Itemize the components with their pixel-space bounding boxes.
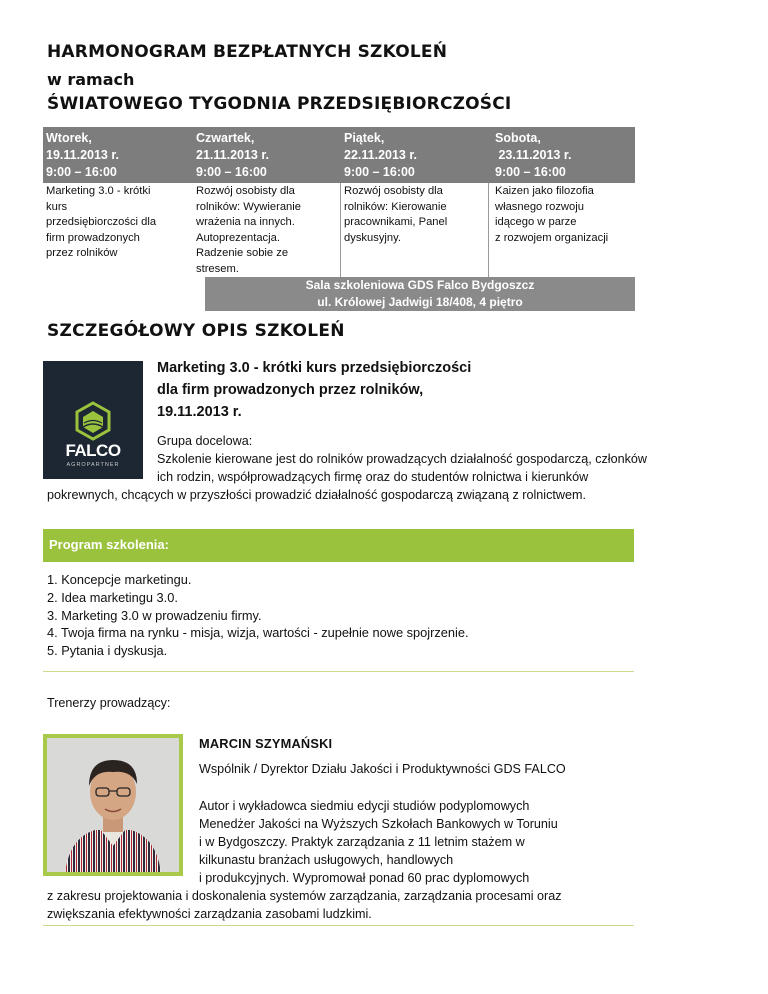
trainer-bio-line: Autor i wykładowca siedmiu edycji studiów podyplomowych: [199, 799, 530, 813]
venue-name: Sala szkoleniowa GDS Falco Bydgoszcz: [305, 278, 535, 292]
schedule-topic-friday: Rozwój osobisty dla rolników: Kierowanie pracownikami, Panel dyskusyjny.: [344, 185, 448, 244]
schedule-day-friday: Piątek, 22.11.2013 r. 9:00 – 16:00: [344, 131, 417, 179]
trainer-bio-line: i produkcyjnych. Wypromował ponad 60 prac dyplomowych: [199, 871, 530, 885]
trainer-bio-line: i w Bydgoszczy. Praktyk zarządzania z 11 letnim stażem w: [199, 835, 525, 849]
doc-title-line-1: HARMONOGRAM BEZPŁATNYCH SZKOLEŃ: [47, 42, 448, 62]
program-item: 1. Koncepcje marketingu.: [47, 572, 192, 587]
trainer-bio-line: zwiększania efektywności zarządzania zasobami ludzkimi.: [47, 907, 372, 921]
audience-text-line: Szkolenie kierowane jest do rolników prowadzących działalność gospodarczą, członków: [157, 452, 648, 466]
column-divider: [340, 183, 341, 277]
doc-title-line-3: ŚWIATOWEGO TYGODNIA PRZEDSIĘBIORCZOŚCI: [47, 94, 512, 114]
trainer-photo: [43, 734, 183, 876]
audience-text-line: pokrewnych, chcących w przyszłości prowadzić działalność gospodarczą związaną z rolnictwem.: [47, 488, 586, 502]
trainers-label: Trenerzy prowadzący:: [47, 696, 171, 710]
logo-wordmark: FALCO: [65, 441, 121, 460]
logo-subtitle: AGROPARTNER: [66, 462, 120, 468]
details-section-title: SZCZEGÓŁOWY OPIS SZKOLEŃ: [47, 321, 345, 341]
venue-bar: [205, 277, 635, 311]
program-header-bar: [43, 529, 634, 562]
section-divider: [43, 671, 634, 672]
trainer-role: Wspólnik / Dyrektor Działu Jakości i Produktywności GDS FALCO: [199, 762, 566, 776]
schedule-day-thursday: Czwartek, 21.11.2013 r. 9:00 – 16:00: [196, 131, 269, 179]
schedule-table: [43, 127, 635, 311]
trainer-bio-line: Menedżer Jakości na Wyższych Szkołach Bankowych w Toruniu: [199, 817, 558, 831]
program-item: 3. Marketing 3.0 w prowadzeniu firmy.: [47, 607, 262, 623]
program-item: 5. Pytania i dyskusja.: [47, 643, 168, 659]
program-item: 2. Idea marketingu 3.0.: [47, 589, 178, 605]
schedule-topic-saturday: Kaizen jako filozofia własnego rozwoju idącego w parze z rozwojem organizacji: [495, 185, 609, 244]
section-divider: [43, 925, 634, 926]
program-item: 4. Twoja firma na rynku - misja, wizja, wartości - zupełnie nowe spojrzenie.: [47, 625, 469, 641]
audience-label: Grupa docelowa:: [157, 434, 253, 448]
schedule-day-tuesday: Wtorek, 19.11.2013 r. 9:00 – 16:00: [46, 131, 119, 179]
doc-title-line-2: w ramach: [47, 70, 135, 89]
falco-logo: [43, 361, 143, 479]
schedule-day-saturday: Sobota, 23.11.2013 r. 9:00 – 16:00: [495, 131, 572, 179]
trainer-name: MARCIN SZYMAŃSKI: [199, 736, 333, 751]
venue-address: ul. Królowej Jadwigi 18/408, 4 piętro: [317, 295, 523, 309]
audience-text-line: ich rodzin, współprowadzących firmę oraz do studentów rolnictwa i kierunków: [157, 470, 589, 484]
schedule-topic-tuesday: Marketing 3.0 - krótki kurs przedsiębiorczości dla firm prowadzonych przez rolników: [46, 185, 157, 260]
trainer-portrait-image: [43, 734, 183, 876]
program-list: [47, 571, 469, 660]
trainer-bio-line: kilkunastu branżach usługowych, handlowych: [199, 853, 454, 867]
course-title: Marketing 3.0 - krótki kurs przedsiębiorczości dla firm prowadzonych przez rolników, 19.11.2013 r.: [157, 360, 472, 420]
schedule-topic-thursday: Rozwój osobisty dla rolników: Wywieranie wrażenia na innych. Autoprezentacja. Radzenie sobie ze stresem.: [196, 185, 301, 275]
trainer-bio-line: z zakresu projektowania i doskonalenia systemów zarządzania, zarządzania procesami oraz: [47, 889, 562, 903]
program-header-label: Program szkolenia:: [49, 537, 169, 552]
column-divider: [488, 183, 489, 277]
